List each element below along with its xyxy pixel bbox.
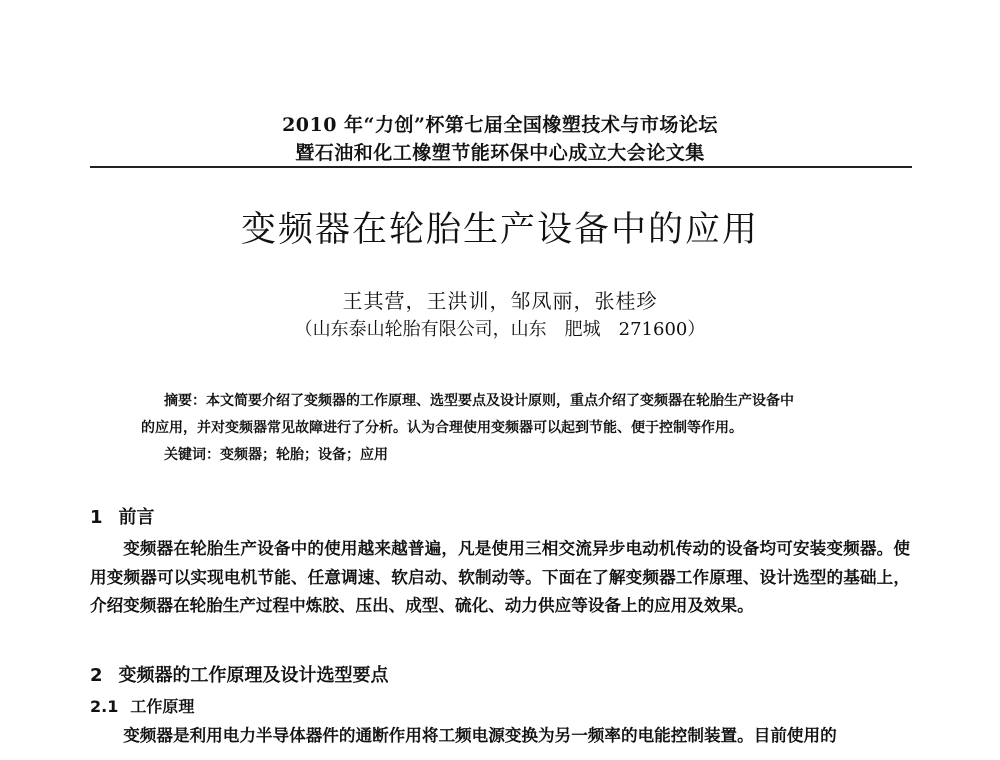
cropped-next-line — [90, 752, 910, 760]
keywords: 关键词：变频器；轮胎；设备；应用 — [164, 447, 388, 463]
section-paragraph: 变频器是利用电力半导体器件的通断作用将工频电源变换为另一频率的电能控制装置。目前使用的 — [123, 726, 837, 745]
author-affiliation: （山东泰山轮胎有限公司，山东 肥城 271600） — [294, 319, 706, 340]
subsection-number: 2.1 — [90, 697, 119, 716]
abstract-line-2: 的应用，并对变频器常见故障进行了分析。认为合理使用变频器可以起到节能、便于控制等作用。 — [141, 420, 743, 436]
header-rule — [90, 166, 912, 168]
section-number: 1 — [90, 507, 103, 528]
subsection-heading — [90, 695, 194, 719]
section-paragraph: 变频器在轮胎生产设备中的使用越来越普遍，凡是使用三相交流异步电动机传动的设备均可安装变频器。使用变频器可以实现电机节能、任意调速、软启动、软制动等。下面在了解变频器工作原理、设计选型的基础上，介绍变频器在轮胎生产过程中炼胶、压出、成型、硫化、动力供应等设备上的应用及效果。 — [90, 539, 910, 615]
section-heading — [90, 663, 389, 689]
subsection-title: 工作原理 — [130, 697, 195, 716]
section-heading — [90, 505, 155, 531]
paper-title: 变频器在轮胎生产设备中的应用 — [240, 210, 759, 250]
abstract-line-1: 摘要：本文简要介绍了变频器的工作原理、选型要点及设计原则，重点介绍了变频器在轮胎生产设备中 — [164, 393, 794, 409]
section-title: 前言 — [118, 507, 155, 528]
proceedings-header-line-2: 暨石油和化工橡塑节能环保中心成立大会论文集 — [295, 142, 705, 164]
author-list: 王其营，王洪训，邹凤丽，张桂珍 — [342, 289, 658, 313]
section-title: 变频器的工作原理及设计选型要点 — [118, 665, 389, 686]
section-number: 2 — [90, 665, 103, 686]
proceedings-header-line-1: 2010 年“力创”杯第七届全国橡塑技术与市场论坛 — [282, 114, 718, 136]
